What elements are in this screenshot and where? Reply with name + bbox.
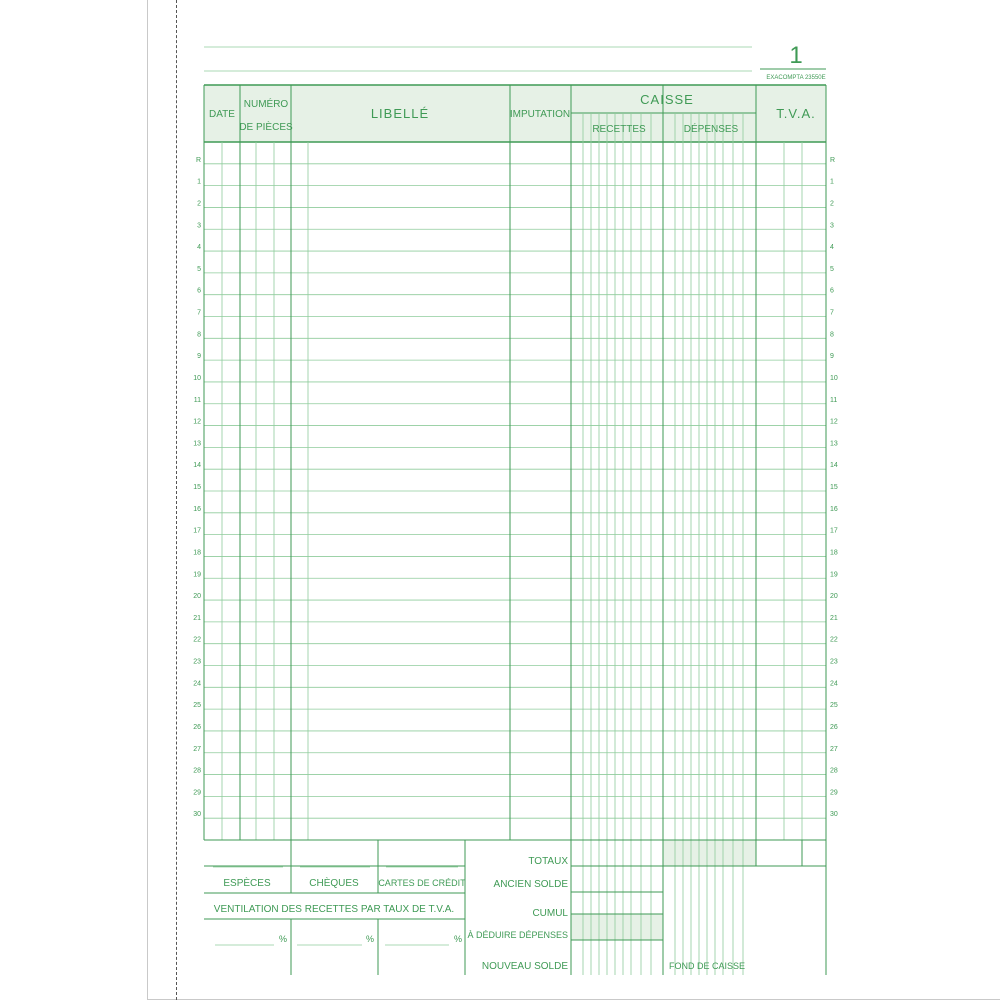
row-number-left: 23 [193, 658, 201, 666]
ventilation-label: VENTILATION DES RECETTES PAR TAUX DE T.V.A. [213, 904, 455, 915]
row-number-left: 24 [193, 680, 201, 688]
cartes-label: CARTES DE CRÉDIT [378, 878, 466, 888]
row-number-right: 13 [830, 440, 838, 448]
row-number-right: 10 [830, 374, 838, 382]
row-number-right: 6 [830, 287, 834, 295]
row-number-right: 26 [830, 723, 838, 731]
row-number-right: 20 [830, 593, 838, 601]
row-number-right: 9 [830, 353, 834, 361]
row-number-right: 1 [830, 178, 834, 186]
row-number-left: 9 [197, 353, 201, 361]
percent-3: % [453, 934, 463, 944]
row-number-left: 13 [193, 440, 201, 448]
percent-2: % [365, 934, 375, 944]
row-number-left: 28 [193, 767, 201, 775]
pieces-header: DE PIÈCES [239, 122, 293, 133]
row-number-right: 22 [830, 636, 838, 644]
row-number-left: 15 [193, 484, 201, 491]
especes-label: ESPÈCES [223, 878, 271, 889]
page-number: 1 [789, 42, 803, 69]
tva-header: T.V.A. [776, 106, 816, 121]
row-number-right: 21 [830, 614, 838, 622]
row-number-right: 24 [830, 680, 838, 688]
row-number-left: 18 [193, 549, 201, 557]
row-numbers [193, 157, 838, 818]
cumul-label: CUMUL [532, 908, 568, 919]
date-header: DATE [209, 109, 235, 120]
row-number-left: 10 [193, 374, 201, 382]
row-number-right: 19 [830, 571, 838, 579]
row-number-right: 17 [830, 527, 838, 535]
row-number-right: 4 [830, 244, 834, 252]
row-number-left: 12 [193, 418, 201, 426]
libelle-header: LIBELLÉ [370, 106, 430, 121]
row-number-right: 11 [830, 396, 838, 404]
row-number-right: 3 [830, 222, 834, 230]
row-number-left: 8 [197, 331, 201, 339]
row-number-left: 7 [197, 309, 201, 317]
fond-de-caisse-label: FOND DE CAISSE [669, 961, 746, 971]
ledger-columns [204, 85, 826, 975]
row-number-left: R [195, 156, 201, 164]
row-number-left: 19 [193, 571, 201, 579]
row-number-right: 15 [830, 484, 838, 491]
totaux-label: TOTAUX [528, 856, 568, 867]
cheques-label: CHÈQUES [309, 878, 359, 889]
a-deduire-label: À DÉDUIRE DÉPENSES [467, 930, 568, 940]
reference-code: EXACOMPTA 23550E [766, 75, 826, 81]
depenses-total-shading [663, 840, 756, 866]
row-number-left: 11 [193, 396, 201, 404]
row-number-right: 27 [830, 745, 838, 753]
row-number-left: 4 [197, 244, 201, 252]
row-number-right: 8 [830, 331, 834, 339]
row-number-left: 29 [193, 789, 201, 797]
depenses-header: DÉPENSES [683, 124, 739, 135]
row-number-left: 21 [193, 614, 201, 622]
row-number-right: 29 [830, 789, 838, 797]
recettes-header: RECETTES [592, 124, 646, 135]
row-number-left: 1 [197, 178, 201, 186]
row-number-left: 16 [193, 505, 201, 513]
nouveau-solde-label: NOUVEAU SOLDE [481, 961, 568, 972]
row-number-left: 5 [197, 265, 201, 273]
row-number-left: 14 [193, 462, 201, 470]
row-number-right: 30 [830, 811, 838, 819]
row-number-left: 30 [193, 811, 201, 819]
row-number-right: 25 [830, 702, 838, 710]
row-number-right: 5 [830, 265, 834, 273]
numero-header: NUMÉRO [243, 99, 289, 110]
row-number-left: 27 [193, 745, 201, 753]
row-number-left: 2 [197, 200, 201, 208]
row-number-left: 22 [193, 636, 201, 644]
row-number-left: 3 [197, 222, 201, 230]
row-number-left: 20 [193, 593, 201, 601]
row-number-right: 16 [830, 505, 838, 513]
row-number-right: 28 [830, 767, 838, 775]
row-number-right: 18 [830, 549, 838, 557]
ancien-solde-label: ANCIEN SOLDE [493, 879, 568, 890]
row-number-right: 14 [830, 462, 838, 470]
cumul-shading [571, 914, 663, 940]
row-number-right: 23 [830, 658, 838, 666]
row-number-right: R [830, 156, 836, 164]
caisse-header: CAISSE [640, 92, 694, 107]
row-number-right: 7 [830, 309, 834, 317]
row-number-left: 25 [193, 702, 201, 710]
row-number-left: 17 [193, 527, 201, 535]
row-number-right: 2 [830, 200, 834, 208]
percent-1: % [278, 934, 288, 944]
row-number-right: 12 [830, 418, 838, 426]
row-number-left: 26 [193, 723, 201, 731]
imputation-header: IMPUTATION [509, 109, 571, 120]
row-number-left: 6 [197, 287, 201, 295]
